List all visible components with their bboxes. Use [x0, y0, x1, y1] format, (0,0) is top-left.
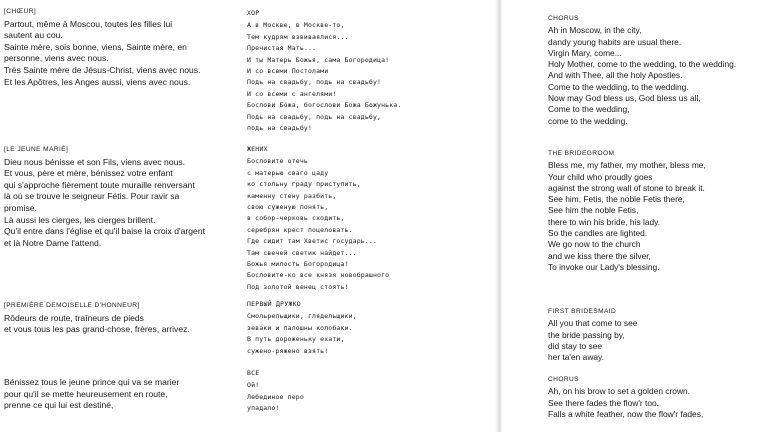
verse-line: Ah in Moscow, in the city, — [548, 25, 642, 36]
verse-line: Пречистая Мать... — [247, 44, 317, 53]
page-fold-gutter — [495, 0, 502, 432]
verse-line: là où se trouve le seigneur Fétis. Pour ravir sa — [4, 191, 180, 202]
verse-line: Partout, même à Moscou, toutes les filles lui — [4, 18, 173, 29]
verse-line: серебрян крест поцеловать. — [247, 225, 353, 234]
verse-line: against the strong wall of stone to break it. — [548, 182, 705, 193]
verse-line: Falls a white feather, now the flow'r fades, — [548, 408, 704, 419]
verse-line: Holy Mother, come to the wedding, to the wedding. — [548, 59, 737, 70]
speaker-label: CHORUS — [548, 15, 579, 22]
verse-line: To invoke our Lady's blessing. — [548, 261, 660, 272]
verse-line: свою суженую понять, — [247, 203, 329, 212]
verse-line: А в Москве, в Москве-то, — [247, 21, 345, 30]
verse-line: So the candles are lighted. — [548, 228, 648, 239]
fr-blessing-section — [4, 377, 240, 412]
verse-line: dandy young habits are usual there. — [548, 36, 682, 47]
verse-line: there to win his bride, his lady. — [548, 216, 661, 227]
verse-line: See him the noble Fetis, — [548, 205, 639, 216]
verse-line: And with Thee, all the holy Apostles. — [548, 70, 683, 81]
verse-line: Très Sainte mère de Jésus-Christ, viens avec nous. — [4, 64, 201, 75]
verse-line: promise. — [4, 202, 37, 213]
verse-line: Bless me, my father, my mother, bless me, — [548, 160, 706, 171]
verse-line: ко стольну граду приступить, — [247, 180, 361, 189]
verse-line: каменну стену разбить, — [247, 191, 337, 200]
verse-line: did stay to see — [548, 340, 603, 351]
speaker-label: [LE JEUNE MARIÉ] — [4, 146, 69, 153]
verse-line: В путь дороженьку ехати, — [247, 335, 345, 344]
verse-line: Там свечей светик найдет... — [247, 248, 357, 257]
ru-chorus-section — [247, 8, 475, 134]
verse-line: prenne ce qui lui est destiné, — [4, 400, 114, 411]
speaker-label: ВСЕ — [247, 369, 260, 377]
verse-line: personne, viens avec nous. — [4, 53, 109, 64]
en-chorus-section — [548, 13, 758, 127]
speaker-label: [CHŒUR] — [4, 8, 37, 15]
verse-line: Your child who proudly goes — [548, 171, 653, 182]
verse-line: Бословите отечь — [247, 157, 308, 166]
speaker-label: THE BRIDEGROOM — [548, 150, 615, 157]
verse-line: Rôdeurs de route, traîneurs de pieds — [4, 312, 144, 323]
verse-line: Подь на свадьбу, подь на свадьбу, — [247, 112, 382, 121]
verse-line: sautent au cou. — [4, 30, 63, 41]
speaker-label: ПЕРВЫЙ ДРУЖКО — [247, 300, 301, 308]
ru-all-section — [247, 368, 475, 415]
verse-line: Là aussi les cierges, les cierges brillent. — [4, 214, 156, 225]
verse-line: come to the wedding. — [548, 115, 628, 126]
verse-line: Лебединое перо — [247, 392, 304, 401]
verse-line: Божья милость Богородица! — [247, 260, 349, 269]
verse-line: Где сидит там Хветис государь... — [247, 237, 378, 246]
verse-line: Тем кудрям взвиваялися... — [247, 32, 349, 41]
speaker-label: [PREMIÈRE DEMOISELLE D'HONNEUR] — [4, 302, 140, 309]
verse-line: И со всеми с ангелями! — [247, 89, 337, 98]
speaker-label: ЖЕНИХ — [247, 145, 268, 153]
en-bridegroom-section — [548, 148, 758, 273]
verse-line: упадало! — [247, 404, 280, 413]
verse-line: Now may God bless us, God bless us all, — [548, 93, 701, 104]
verse-line: Bénissez tous le jeune prince qui va se marier — [4, 377, 180, 387]
verse-line: Sainte mère, sois bonne, viens, Sainte mère, en — [4, 41, 187, 52]
ru-bridesmaid-section — [247, 299, 475, 357]
verse-line: зеваки и палошны колобаки. — [247, 323, 353, 332]
verse-line: qui s'approche fièrement toute muraille renversant — [4, 179, 195, 190]
verse-line: pour qu'il se mette heureusement en route, — [4, 388, 168, 399]
en-chorus-closing-section — [548, 374, 758, 420]
verse-line: И со всеми Постолами — [247, 67, 329, 76]
verse-line: Come to the wedding, to the wedding. — [548, 81, 689, 92]
verse-line: Qu'il entre dans l'église et qu'il baise la croix d'argent — [4, 226, 205, 237]
verse-line: and we kiss there the silver, — [548, 250, 651, 261]
fr-chorus-section — [4, 6, 240, 88]
speaker-label: CHORUS — [548, 376, 579, 383]
verse-line: сужено-ряжено взять! — [247, 346, 329, 355]
speaker-label: ХОР — [247, 9, 260, 17]
ru-bridegroom-section — [247, 144, 475, 293]
en-bridesmaid-section — [548, 306, 758, 363]
verse-line: Под золотой венец стоять! — [247, 282, 349, 291]
verse-line: Dieu nous bénisse et son Fils, viens avec nous. — [4, 156, 186, 167]
fr-bridesmaid-section — [4, 300, 240, 336]
verse-line: her ta'en away. — [548, 352, 604, 363]
verse-line: с матерью сваго цаду — [247, 168, 329, 177]
verse-line: See there fades the flow'r too. — [548, 397, 660, 408]
verse-line: Virgin Mary, come... — [548, 47, 622, 58]
verse-line: et vous tous les pas grand-chose, frères, arrivez. — [4, 324, 190, 335]
verse-line: Et les Apôtres, les Anges aussi, viens avec nous. — [4, 76, 191, 87]
fr-bridegroom-section — [4, 144, 240, 249]
verse-line: подь на свадьбу! — [247, 124, 313, 133]
verse-line: All you that come to see — [548, 318, 638, 329]
verse-line: the bride passing by, — [548, 329, 625, 340]
verse-line: We go now to the church — [548, 239, 641, 250]
verse-line: Ah, on his brow to set a golden crown. — [548, 386, 690, 397]
verse-line: Бослови Божа, богослови Божа Божунька. — [247, 101, 402, 110]
verse-line: в собор-черковь сходить, — [247, 214, 345, 223]
verse-line: Et vous, père et mère, bénissez votre enfant — [4, 168, 173, 179]
verse-line: Бословите-ко все князя новобрашного — [247, 271, 390, 280]
verse-line: Come to the wedding, — [548, 104, 630, 115]
verse-line: Подь на свадьбу, подь на свадьбу! — [247, 78, 382, 87]
verse-line: et là Notre Dame l'attend. — [4, 237, 102, 248]
verse-line: Ой! — [247, 381, 260, 390]
verse-line: Смольрельщики, глядельщики, — [247, 312, 357, 321]
speaker-label: FIRST BRIDESMAID — [548, 308, 617, 315]
verse-line: И ты Матерь Божья, сама Богородица! — [247, 55, 390, 64]
verse-line: See him, Fetis, the noble Fetis there, — [548, 194, 685, 205]
